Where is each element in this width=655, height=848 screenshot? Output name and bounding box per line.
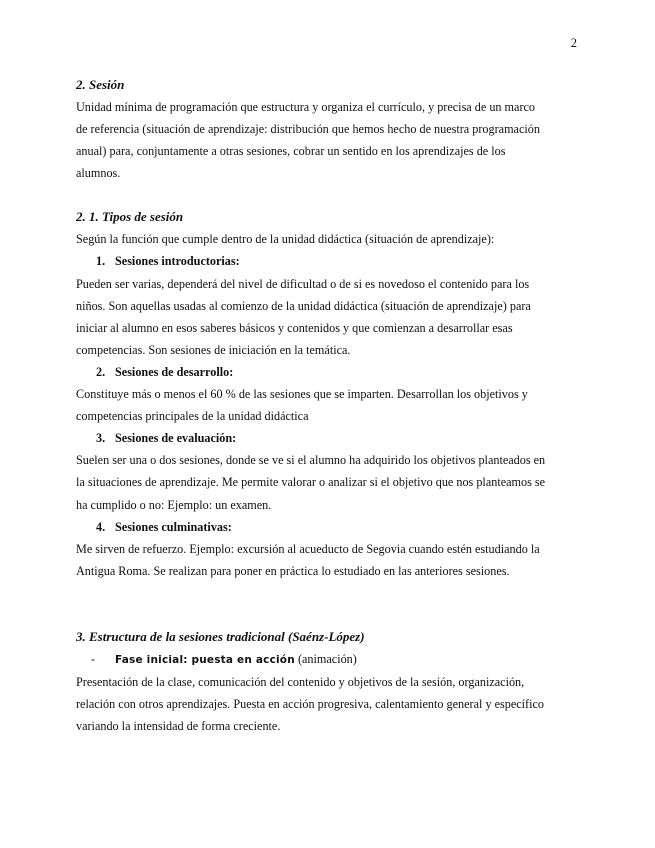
- body-line: competencias. Son sesiones de iniciación en la temática.: [76, 342, 351, 357]
- body-line: niños. Son aquellas usadas al comienzo de la unidad didáctica (situación de aprendizaje) para: [76, 298, 531, 313]
- phase-note: (animación): [294, 651, 357, 666]
- body-line: de referencia (situación de aprendizaje: distribución que hemos hecho de nuestra programación: [76, 122, 540, 137]
- page-number: 2: [570, 36, 577, 50]
- list-number: 3.: [96, 431, 106, 446]
- body-line: Pueden ser varias, dependerá del nivel de dificultad o de si es novedoso el contenido para los: [76, 276, 530, 291]
- list-title: Sesiones introductorias:: [115, 254, 240, 269]
- list-title: Sesiones de desarrollo:: [115, 364, 234, 379]
- body-line: relación con otros aprendizajes. Puesta en acción progresiva, calentamiento general y específico: [76, 697, 544, 712]
- body-line: Me sirven de refuerzo. Ejemplo: excursión al acueducto de Segovia cuando estén estudiando la: [76, 541, 540, 556]
- list-item-title: [76, 427, 579, 449]
- body-line: Suelen ser una o dos sesiones, donde se ve si el alumno ha adquirido los objetivos planteados en: [76, 453, 546, 468]
- section-heading-tipos: 2. 1. Tipos de sesión: [76, 209, 184, 225]
- section-heading-estructura: 3. Estructura de la sesiones tradicional (Saénz-López): [76, 628, 365, 644]
- body-line: alumnos.: [76, 166, 121, 181]
- list-title: Sesiones culminativas:: [115, 519, 232, 534]
- list-item-title: [76, 361, 579, 383]
- body-line: Antigua Roma. Se realizan para poner en práctica lo estudiado en las anteriores sesiones.: [76, 563, 510, 578]
- list-number: 2.: [96, 364, 106, 379]
- list-number: 1.: [96, 254, 106, 269]
- phase-title: Fase inicial: puesta en acción: [115, 653, 295, 666]
- body-line: Unidad mínima de programación que estructura y organiza el currículo, y precisa de un marco: [76, 100, 536, 114]
- section-heading-sesion: 2. Sesión: [76, 77, 125, 92]
- body-line: competencias principales de la unidad didáctica: [76, 409, 309, 424]
- body-line: la situaciones de aprendizaje. Me permite valorar o analizar si el objetivo que nos planteamos se: [76, 475, 546, 490]
- document-body: [76, 74, 579, 737]
- dash-bullet: -: [91, 651, 96, 666]
- body-line: ha cumplido o no: Ejemplo: un examen.: [76, 497, 272, 512]
- body-line: iniciar al alumno en esos saberes básicos y contenidos y que comienzan a desarrollar esas: [76, 320, 513, 335]
- body-line: anual) para, conjuntamente a otras sesiones, cobrar un sentido en los aprendizajes de los: [76, 144, 506, 159]
- body-line: variando la intensidad de forma creciente.: [76, 719, 281, 734]
- list-number: 4.: [96, 519, 106, 534]
- body-line: Constituye más o menos el 60 % de las sesiones que se imparten. Desarrollan los objetivos y: [76, 387, 528, 402]
- spacer: [76, 582, 579, 626]
- section-intro: Según la función que cumple dentro de la unidad didáctica (situación de aprendizaje):: [76, 232, 495, 247]
- list-item-title: [76, 250, 579, 272]
- list-item-title: [76, 516, 579, 538]
- body-line: Presentación de la clase, comunicación del contenido y objetivos de la sesión, organización,: [76, 674, 525, 689]
- phase-item: [76, 648, 579, 671]
- list-title: Sesiones de evaluación:: [115, 431, 237, 446]
- spacer: [76, 184, 579, 206]
